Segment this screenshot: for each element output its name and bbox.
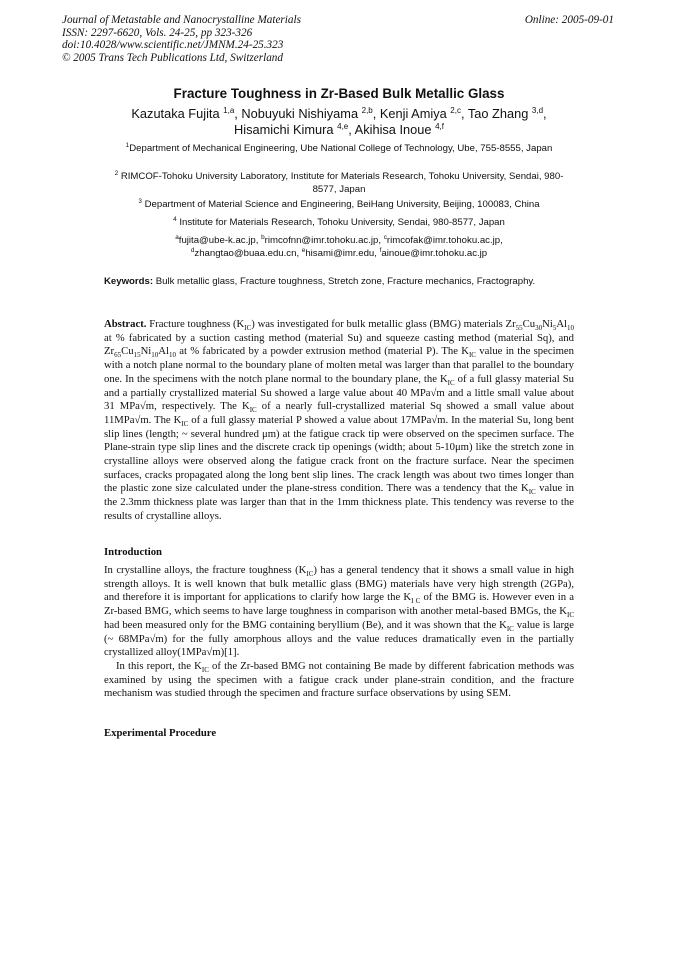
author: Kazutaka Fujita $^{1,a}$, xyxy=(131,106,238,121)
email: fujita@ube-k.ac.jp xyxy=(178,235,256,246)
intro-paragraph-1: In crystalline alloys, the fracture toughness $(K_{IC})$ has a general tendency that it shows a small value in high strength alloys. It is well known that bulk metallic glass (BMG) materials have very high strength (2GPa), and therefore it is important for applications to clarify how large the $K_{I C}$ of the BMG is. However even in a Zr-based BMG, which seems to have large toughness in comparison with another metal-based BMGs, the $K_{IC}$ had been measured only for the BMG containing beryllium (Be), and it was shown that the $K_{IC}$ value is large (~ 68MPa√m) for the fully amorphous alloys and the value reduces dramatically even in the partially crystallized alloy(1MPa√m)[1]. xyxy=(104,564,574,659)
email: rimcofnn@imr.tohoku.ac.jp xyxy=(264,235,379,246)
journal-doi: doi:10.4028/www.scientific.net/JMNM.24-25.323 xyxy=(62,39,284,52)
keywords-text: Bulk metallic glass, Fracture toughness, Stretch zone, Fracture mechanics, Fractography. xyxy=(155,276,536,287)
intro-paragraph-2: In this report, the $K_{IC}$ of the Zr-based BMG not containing Be made by different fabrication methods was examined by using the specimen with a fatigue crack under plane-strain condition, and the fracture mechanism was studied through the specimen and fracture surface observations by using SEM. xyxy=(104,659,575,700)
email: hisami@imr.edu xyxy=(305,248,375,259)
journal-name: Journal of Metastable and Nanocrystalline Materials xyxy=(62,14,301,26)
paper-title: Fracture Toughness in Zr-Based Bulk Metallic Glass xyxy=(173,86,505,101)
author: Hisamichi Kimura $^{4,e}$, xyxy=(234,122,352,137)
section-heading-introduction: Introduction xyxy=(104,546,163,558)
journal-issn: ISSN: 2297-6620, Vols. 24-25, pp 323-326 xyxy=(62,26,253,39)
journal-header xyxy=(62,14,301,64)
section-heading-experimental: Experimental Procedure xyxy=(104,727,217,739)
affiliation: $^4$ Institute for Materials Research, Tohoku University, Sendai, 980-8577, Japan xyxy=(173,216,505,228)
journal-copyright: © 2005 Trans Tech Publications Ltd, Switzerland xyxy=(62,51,283,64)
email-list: $^a$fujita@ube-k.ac.jp, $^b$rimcofnn@imr.tohoku.ac.jp, $^c$rimcofak@imr.tohoku.ac.jp, $^d$zhangtao@buaa.edu.cn, $^e$hisami@imr.edu, $^f$ainoue@imr.tohoku.ac.jp xyxy=(175,234,503,259)
keywords-label: Keywords: xyxy=(104,276,154,287)
online-date: Online: 2005-09-01 xyxy=(524,14,614,26)
author: Akihisa Inoue $^{4,f}$ xyxy=(354,122,444,137)
author: Kenji Amiya $^{2,c}$, xyxy=(379,106,465,121)
affiliation: $^2$ RIMCOF-Tohoku University Laboratory, Institute for Materials Research, Tohoku University, Sendai, 980-8577, Japan xyxy=(114,170,564,195)
author: Tao Zhang $^{3,d}$, xyxy=(467,106,547,121)
intro-paragraph xyxy=(104,564,574,701)
email: ainoue@imr.tohoku.ac.jp xyxy=(381,248,488,259)
email: rimcofak@imr.tohoku.ac.jp xyxy=(386,235,501,246)
author: Nobuyuki Nishiyama $^{2,b}$, xyxy=(241,106,377,121)
keywords xyxy=(104,276,574,289)
abstract-label: Abstract. xyxy=(104,318,147,330)
affiliation: $^1$Department of Mechanical Engineering, Ube National College of Technology, Ube, 755-8555, Japan xyxy=(125,142,553,154)
abstract xyxy=(104,318,574,524)
abstract-text: Fracture toughness $(K_{IC})$ was investigated for bulk metallic glass (BMG) materials $Zr_{55}Cu_{30}Ni_5Al_{10}$ at % fabricated by a suction casting method (material Su) and squeeze casting method (material Sq), and $Zr_{65}Cu_{15}Ni_{10}Al_{10}$ at % fabricated by a powder extrusion method (material P). The $K_{IC}$ value in the specimen with a notch plane normal to the boundary plane of molten metal was larger than that parallel to the boundary one. In the specimens with the notch plane normal to the boundary plane, the $K_{IC}$ of a full glassy material Su and a partially crystallized material Su showed a large value about 40 MPa√m and a little small value about 31 MPa√m, respectively. The $K_{IC}$ of a nearly full-crystallized material Sq showed a small value about 11MPa√m. The $K_{IC}$ of a full glassy material P showed a value about 17MPa√m. In the material Su, long bent slip lines (length; ~ several hundred μm) at the fatigue crack tip were observed on the specimen surface. The Plane-strain type slip lines and the discrete crack tip openings (width; about 5-10μm) like the stretch zone in crystalline alloys were observed along the fatigue crack front on the fracture surface. Near the specimen surfaces, cracks propagated along the long bent slip lines. The crack length was about two times longer than the plastic zone size calculated under the plane-stress condition. There was a tendency that the $K_{IC}$ value in the 2.3mm thickness plate was larger than that in the 1mm thickness plate. This tendency was reverse to the results of crystalline alloys. xyxy=(104,318,574,522)
author-list xyxy=(100,106,578,138)
affiliation: $^3$ Department of Material Science and Engineering, BeiHang University, Beijing, 100083, China xyxy=(138,198,540,210)
email: zhangtao@buaa.edu.cn xyxy=(194,248,297,259)
